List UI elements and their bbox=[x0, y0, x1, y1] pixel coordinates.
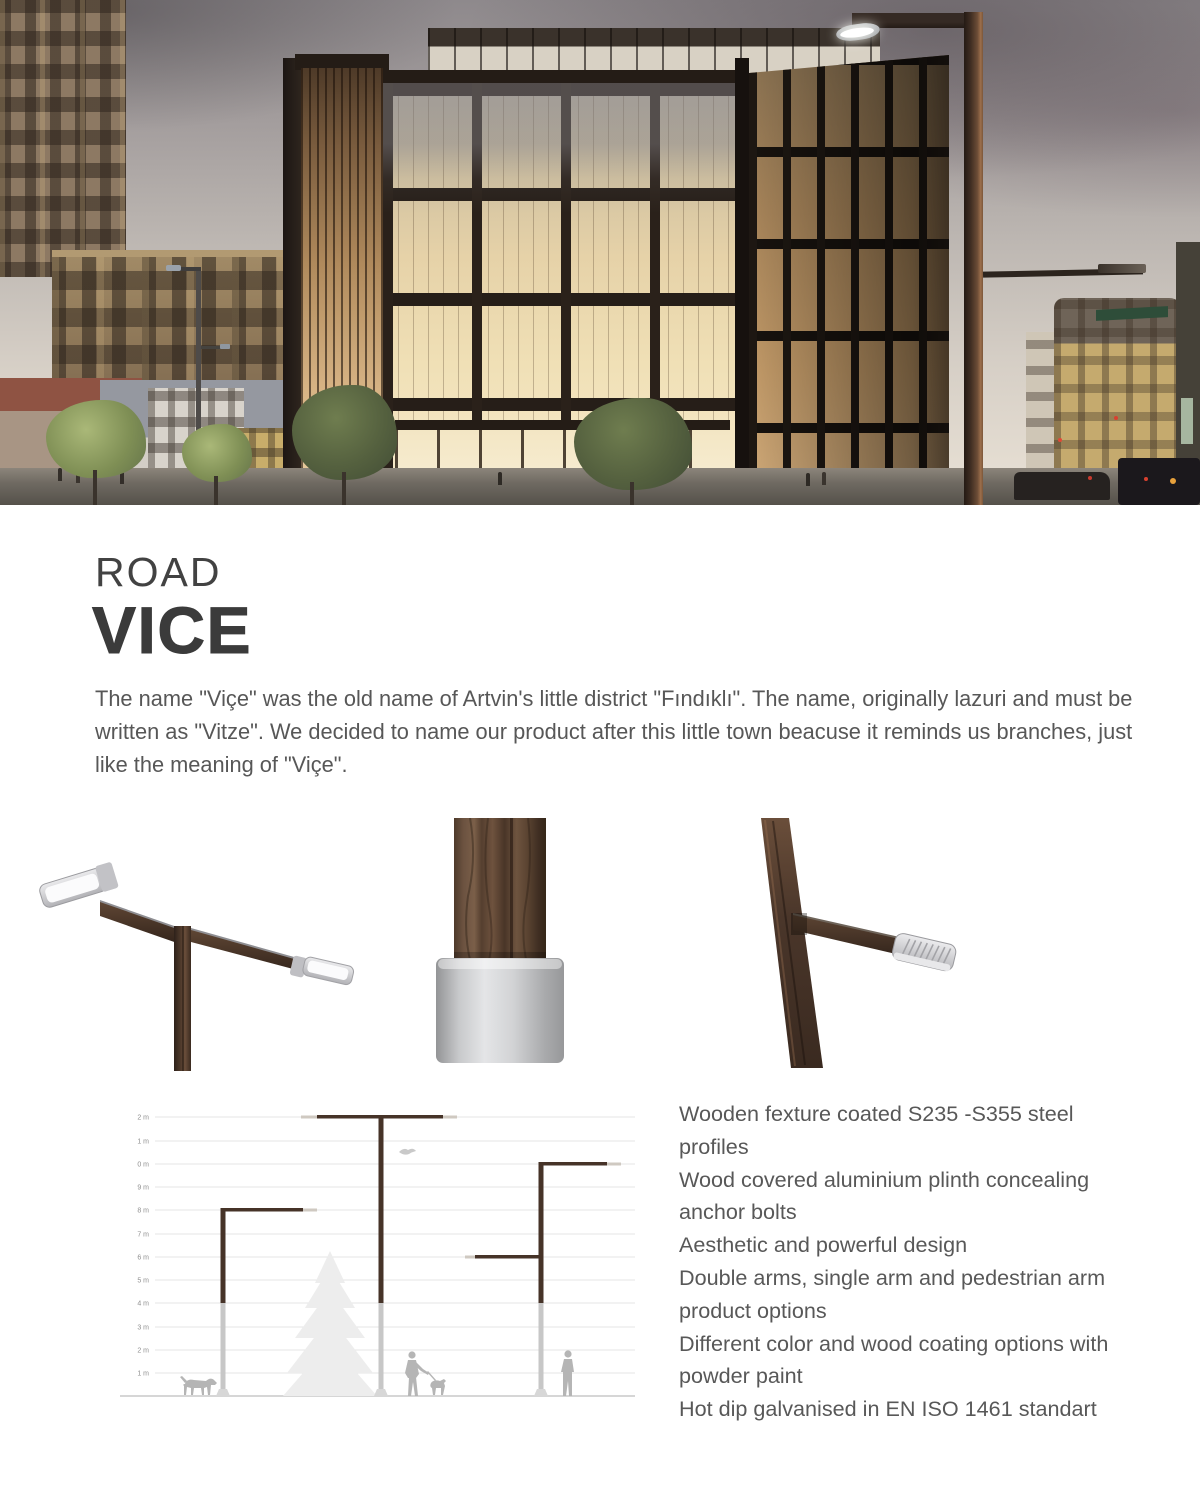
luminaire-glow bbox=[840, 26, 875, 40]
tree bbox=[182, 424, 252, 482]
height-scale-diagram bbox=[113, 1093, 661, 1408]
height-scale-labels bbox=[137, 1115, 149, 1378]
feature-item: Hot dip galvanised in EN ISO 1461 standart bbox=[679, 1396, 1097, 1422]
double-arm-pole-render bbox=[12, 826, 357, 1071]
svg-text:5 m: 5 m bbox=[137, 1277, 149, 1285]
svg-text:6 m: 6 m bbox=[137, 1254, 149, 1262]
svg-text:7 m: 7 m bbox=[137, 1231, 149, 1239]
right-building-door bbox=[1181, 398, 1193, 444]
right-luminaire-head bbox=[289, 953, 354, 988]
svg-text:0 m: 0 m bbox=[137, 1161, 149, 1169]
product-name: VICE bbox=[92, 593, 253, 667]
svg-text:2 m: 2 m bbox=[137, 1114, 149, 1122]
hero-image bbox=[0, 0, 1200, 505]
tree-trunk bbox=[93, 470, 97, 505]
tree-trunk bbox=[630, 482, 634, 505]
luminaire-head bbox=[891, 932, 957, 972]
tree-trunk bbox=[214, 476, 218, 505]
svg-text:9 m: 9 m bbox=[137, 1184, 149, 1192]
vice-pole bbox=[964, 12, 983, 505]
svg-text:1 m: 1 m bbox=[137, 1138, 149, 1146]
product-category: ROAD bbox=[95, 549, 222, 595]
grid-lines bbox=[155, 1117, 635, 1373]
feature-item: Wood covered aluminium plinth concealing anchor bolts bbox=[679, 1166, 1090, 1225]
background-street-lamp-lower-head bbox=[220, 344, 230, 349]
product-description: The name "Viçe" was the old name of Artvin's little district "Fındıklı". The name, originally lazuri and must be written as "Vitze". We decided to name our product after this little town beacuse it reminds us branches, just like the meaning of "Viçe". bbox=[95, 686, 1133, 777]
feature-item: Wooden fexture coated S235 -S355 steel profiles bbox=[679, 1101, 1074, 1159]
bird-silhouette bbox=[399, 1149, 416, 1155]
svg-text:3 m: 3 m bbox=[137, 1324, 149, 1332]
aluminium-plinth bbox=[436, 958, 564, 1063]
feature-list bbox=[679, 1098, 1111, 1426]
feature-item: Different color and wood coating options with powder paint bbox=[679, 1330, 1109, 1389]
vice-lower-luminaire bbox=[1098, 264, 1146, 273]
product-views-row bbox=[0, 818, 1200, 1076]
woman-with-dog-silhouette bbox=[405, 1351, 446, 1396]
traffic-lights bbox=[0, 0, 4, 4]
pole-pedestrian-arm bbox=[465, 1162, 621, 1396]
modern-building-corner-column bbox=[735, 58, 749, 505]
tree-silhouette bbox=[283, 1251, 377, 1396]
svg-text:8 m: 8 m bbox=[137, 1207, 149, 1215]
single-arm-luminaire-render bbox=[645, 818, 967, 1068]
modern-building-side-facade bbox=[749, 55, 949, 505]
left-brick-building bbox=[0, 0, 126, 277]
bus-silhouette bbox=[1118, 458, 1200, 505]
dog-silhouette bbox=[180, 1376, 217, 1395]
svg-text:1 m: 1 m bbox=[137, 1370, 149, 1378]
tree bbox=[46, 400, 146, 478]
feature-item: Double arms, single arm and pedestrian arm product options bbox=[679, 1264, 1106, 1323]
svg-text:2 m: 2 m bbox=[137, 1347, 149, 1355]
car-silhouette bbox=[1014, 472, 1110, 500]
tree bbox=[292, 385, 397, 480]
plinth-detail-render bbox=[424, 818, 576, 1063]
background-street-lamp-head bbox=[166, 265, 181, 271]
svg-text:4 m: 4 m bbox=[137, 1300, 149, 1308]
tree bbox=[574, 398, 692, 490]
feature-item: Aesthetic and powerful design bbox=[679, 1232, 968, 1258]
tree-trunk bbox=[342, 472, 346, 505]
